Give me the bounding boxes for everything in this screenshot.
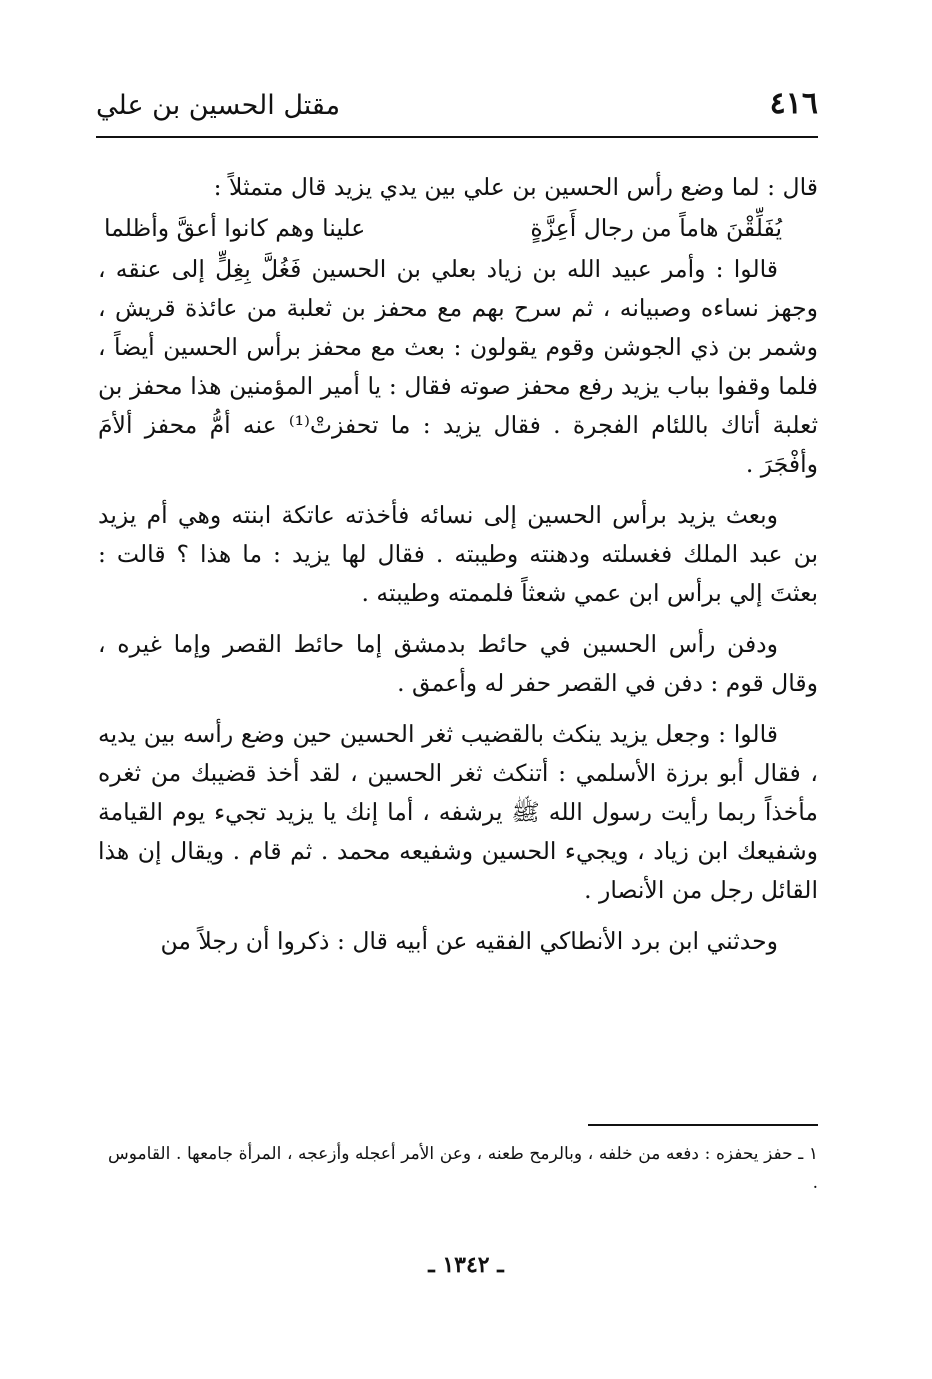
paragraph-4: ودفن رأس الحسين في حائط بدمشق إما حائط القصر وإما غيره ، وقال قوم : دفن في القصر حفر له وأعمق . (98, 630, 818, 697)
verse-second-hemistich: علينا وهم كانوا أعقَّ وأظلما (104, 214, 366, 242)
page-header (96, 82, 818, 134)
paragraph-3: وبعث يزيد برأس الحسين إلى نسائه فأخذته عاتكة ابنته وهي أم يزيد بن عبد الملك فغسلته ودهنته وطيبته . فقال لها يزيد : ما هذا ؟ قالت : بعثتَ إلي برأس ابن عمي شعثاً فلممته وطيبته . (98, 501, 818, 607)
footer-page-number: ـ ١٣٤٢ ـ (428, 1252, 504, 1278)
paragraph-5: قالوا : وجعل يزيد ينكث بالقضيب ثغر الحسين حين وضع رأسه بين يديه ، فقال أبو برزة الأسلمي : أتنكث ثغر الحسين ، لقد أخذ قضيبك من ثغره مأخذاً ربما رأيت رسول الله ﷺ يرشفه ، أما إنك يا يزيد تجيء يوم القيامة وشفيعك ابن زياد ، ويجيء الحسين وشفيعه محمد . ثم قام . ويقال إن هذا القائل رجل من الأنصار . (98, 720, 818, 904)
header-rule (96, 136, 818, 138)
poetry-verse (98, 209, 818, 248)
running-title: مقتل الحسين بن علي (96, 90, 341, 121)
paragraph-6: وحدثني ابن برد الأنطاكي الفقيه عن أبيه قال : ذكروا أن رجلاً من (160, 927, 778, 955)
footnotes (108, 1140, 818, 1198)
page-number: ٤١٦ (769, 86, 818, 121)
paragraph-1: قال : لما وضع رأس الحسين بن علي بين يدي يزيد قال متمثلاً : (213, 173, 818, 201)
verse-first-hemistich: يُفَلِّقْنَ هاماً من رجال أَعِزَّةٍ (530, 214, 782, 242)
footnote-1: ١ ـ حفز يحفزه : دفعه من خلفه ، وبالرمح طعنه ، وعن الأمر أعجله وأزعجه ، المرأة جامعها . القاموس . (108, 1144, 818, 1193)
footnote-rule (588, 1124, 818, 1126)
paragraph-2: قالوا : وأمر عبيد الله بن زياد بعلي بن الحسين فَغُلَّ بِغِلٍّ إلى عنقه ، وجهز نساءه وصبيانه ، ثم سرح بهم مع محفز بن ثعلبة من عائذة قريش ، وشمر بن ذي الجوشن وقوم يقولون : بعث مع محفز برأس الحسين أيضاً ، فلما وقفوا بباب يزيد رفع محفز صوته فقال : يا أمير المؤمنين هذا محفز بن ثعلبة أتاك باللئام الفجرة . فقال يزيد : ما تحفزتْ⁽¹⁾ عنه أمُّ محفز ألأمَ وأفْجَرَ . (98, 255, 818, 478)
body-text (98, 168, 818, 973)
